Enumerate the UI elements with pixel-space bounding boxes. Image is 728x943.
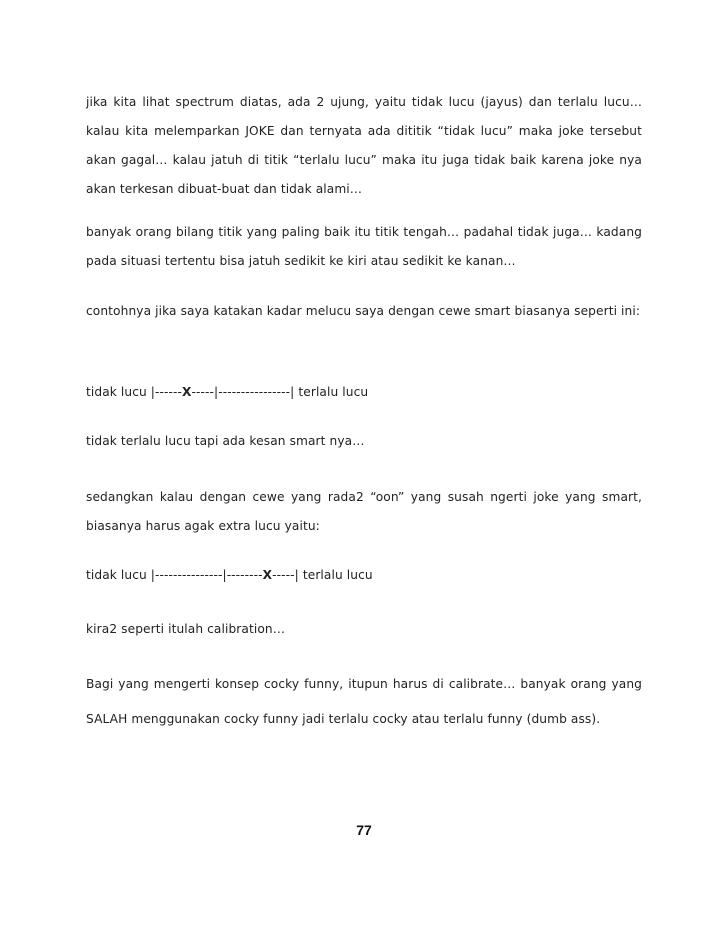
paragraph-calibration: kira2 seperti itulah calibration… bbox=[86, 622, 286, 636]
paragraph-cocky-funny: Bagi yang mengerti konsep cocky funny, itupun harus di calibrate… banyak orang yang SALAH menggunakan cocky funny jadi terlalu cocky atau terlalu funny (dumb ass). bbox=[86, 677, 642, 726]
paragraph-spectrum-explanation: jika kita lihat spectrum diatas, ada 2 ujung, yaitu tidak lucu (jayus) dan terlalu lucu… kalau kita melemparkan JOKE dan ternyata ada dititik “tidak lucu” maka joke tersebut akan gagal… kalau jatuh di titik “terlalu lucu” maka itu juga tidak baik karena joke nya akan terkesan dibuat-buat dan tidak alami… bbox=[86, 95, 642, 196]
scale-smart-girl bbox=[86, 378, 642, 407]
paragraph-oon-example-intro: sedangkan kalau dengan cewe yang rada2 “oon” yang susah ngerti joke yang smart, biasanya harus agak extra lucu yaitu: bbox=[86, 490, 642, 533]
scale-smart-girl-right: -----|----------------| terlalu lucu bbox=[191, 385, 369, 399]
page-number: 77 bbox=[356, 822, 372, 838]
paragraph-smart-result: tidak terlalu lucu tapi ada kesan smart nya… bbox=[86, 434, 365, 448]
paragraph-middle-point: banyak orang bilang titik yang paling baik itu titik tengah… padahal tidak juga… kadang pada situasi tertentu bisa jatuh sedikit ke kiri atau sedikit ke kanan… bbox=[86, 225, 642, 268]
scale-oon-girl-marker: X bbox=[262, 568, 273, 582]
scale-oon-girl bbox=[86, 561, 642, 590]
scale-oon-girl-right: -----| terlalu lucu bbox=[272, 568, 373, 582]
paragraph-smart-example-intro: contohnya jika saya katakan kadar melucu saya dengan cewe smart biasanya seperti ini: bbox=[86, 304, 641, 318]
scale-smart-girl-left: tidak lucu |------ bbox=[86, 385, 183, 399]
scale-smart-girl-marker: X bbox=[182, 385, 192, 399]
scale-oon-girl-left: tidak lucu |---------------|-------- bbox=[86, 568, 263, 582]
